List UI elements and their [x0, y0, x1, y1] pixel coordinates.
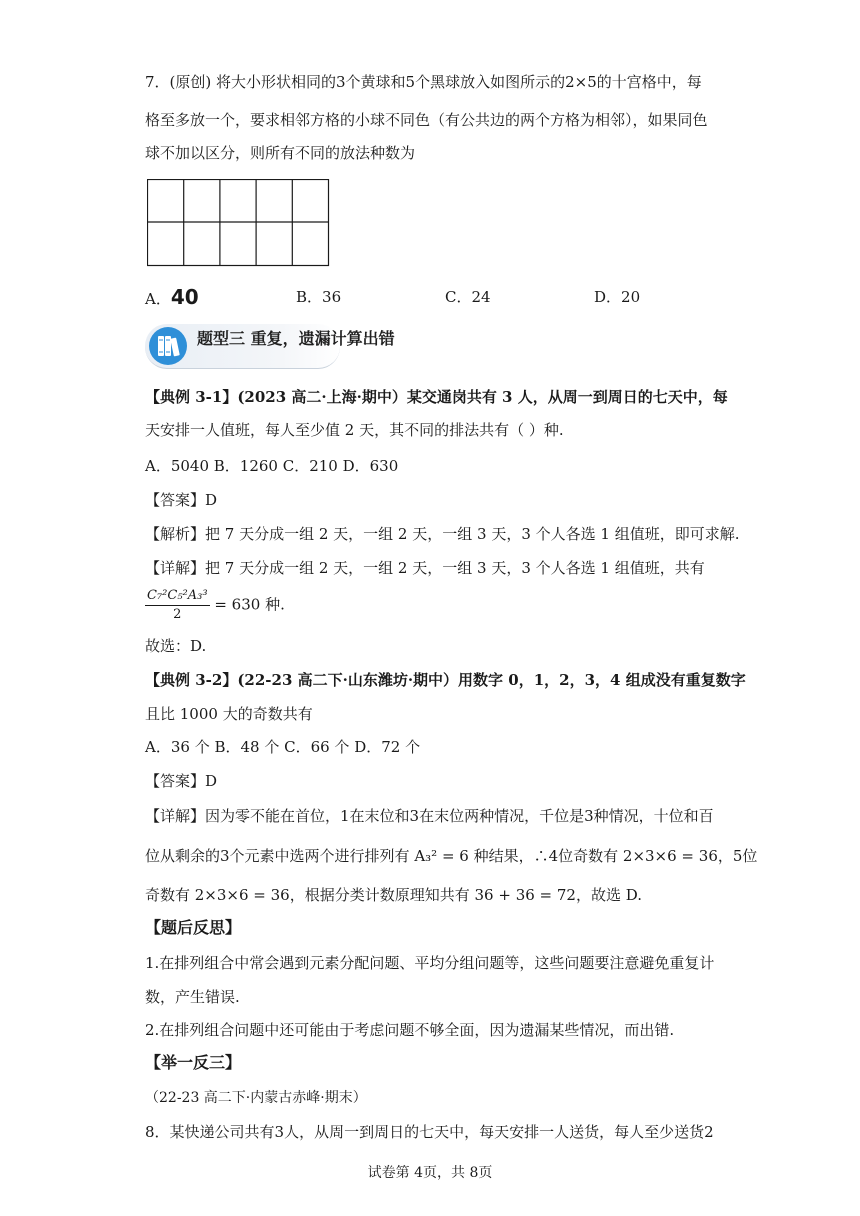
- ex32-detail1: 【详解】因为零不能在首位，1在末位和3在末位两种情况，千位是3种情况，十位和百: [145, 807, 714, 825]
- ex32-answer: 【答案】D: [145, 772, 218, 790]
- ex32-detail3: 奇数有 2×3×6 = 36，根据分类计数原理知共有 36 + 36 = 72，故选 D.: [145, 886, 642, 904]
- reflection-p1b: 数，产生错误.: [145, 988, 240, 1006]
- ex32-line1: [145, 670, 746, 690]
- ex31-line2: 天安排一人值班，每人至少值 2 天，其不同的排法共有（ ）种.: [145, 421, 564, 439]
- ex32-options: A．36 个 B．48 个 C．66 个 D．72 个: [145, 738, 421, 756]
- ex32-line2: 且比 1000 大的奇数共有: [145, 705, 313, 723]
- reflection-p2: 2.在排列组合问题中还可能由于考虑问题不够全面，因为遗漏某些情况，而出错.: [145, 1021, 675, 1039]
- q7-line2: 格至多放一个，要求相邻方格的小球不同色（有公共边的两个方格为相邻），如果同色: [145, 111, 708, 129]
- books-icon: [149, 327, 187, 365]
- ex31-formula-result: = 630 种.: [214, 595, 285, 614]
- reflection-p1a: 1.在排列组合中常会遇到元素分配问题、平均分组问题等，这些问题要注意避免重复计: [145, 954, 715, 972]
- q7-option-d: D．20: [594, 288, 641, 306]
- section-banner: [145, 324, 395, 368]
- practice-heading: 【举一反三】: [145, 1053, 242, 1072]
- q7-option-b: B．36: [296, 288, 342, 306]
- ex31-answer: 【答案】D: [145, 491, 218, 509]
- q7-line1: 7．(原创) 将大小形状相同的3个黄球和5个黑球放入如图所示的2×5的十宫格中，每: [145, 73, 702, 91]
- page-footer: 试卷第 4页，共 8页: [367, 1165, 493, 1181]
- ex32-line1-text: 【典例 3-2】(22-23 高二下·山东潍坊·期中）用数字 0，1，2，3，4 组成没有重复数字: [145, 671, 746, 689]
- ex31-fraction-denominator: 2: [173, 607, 182, 622]
- practice-source: （22-23 高二下·内蒙古赤峰·期末）: [145, 1090, 367, 1106]
- ex31-fraction-numerator: C₇²C₅²A₃³: [145, 587, 210, 606]
- grid-2x5-figure: [147, 179, 331, 267]
- q7-option-c: C．24: [445, 288, 491, 306]
- q7-option-a-label: A．: [145, 290, 171, 308]
- ex31-analysis: 【解析】把 7 天分成一组 2 天，一组 2 天，一组 3 天，3 个人各选 1 组值班，即可求解.: [145, 525, 740, 543]
- practice-q8: 8．某快递公司共有3人，从周一到周日的七天中，每天安排一人送货，每人至少送货2: [145, 1123, 714, 1141]
- ex31-line1: [145, 387, 728, 407]
- ex32-detail2: 位从剩余的3个元素中选两个进行排列有 A₃² = 6 种结果，∴4位奇数有 2×3×6 = 36，5位: [145, 847, 758, 865]
- ex31-choose: 故选：D.: [145, 637, 207, 655]
- q7-line3: 球不加以区分，则所有不同的放法种数为: [145, 144, 416, 162]
- ex31-detail: 【详解】把 7 天分成一组 2 天，一组 2 天，一组 3 天，3 个人各选 1 组值班，共有: [145, 559, 705, 577]
- ex31-fraction: [145, 587, 210, 624]
- ex31-formula: [145, 587, 285, 624]
- banner-title: 题型三 重复，遗漏计算出错: [197, 329, 395, 348]
- q7-option-a-value: 40: [170, 285, 199, 309]
- q7-options: [0, 287, 860, 307]
- reflection-heading: 【题后反思】: [145, 918, 242, 937]
- ex31-line1-text: 【典例 3-1】(2023 高二·上海·期中）某交通岗共有 3 人，从周一到周日的七天中，每: [145, 388, 728, 406]
- q7-option-a: [145, 287, 199, 309]
- ex31-options: A．5040 B．1260 C．210 D．630: [145, 457, 399, 475]
